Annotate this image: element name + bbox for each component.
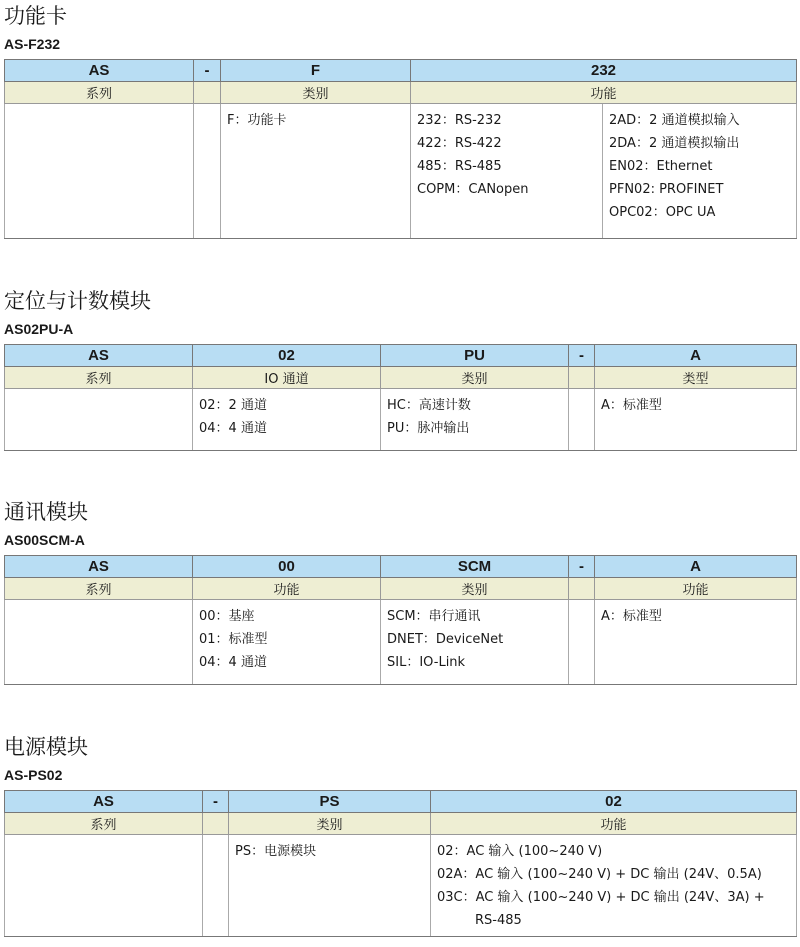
code-row bbox=[5, 791, 797, 813]
option-item: 2AD：2 通道模拟输入 bbox=[609, 113, 740, 128]
code-cell: AS bbox=[5, 791, 203, 813]
model-number: AS-F232 bbox=[4, 36, 61, 52]
section-title: 功能卡 bbox=[4, 4, 67, 28]
desc-cell: 类别 bbox=[381, 578, 569, 600]
code-row bbox=[5, 556, 797, 578]
option-item: HC：高速计数 bbox=[387, 398, 471, 413]
code-cell: PS bbox=[229, 791, 431, 813]
code-cell: 00 bbox=[193, 556, 381, 578]
option-row bbox=[5, 835, 797, 937]
model-code-table bbox=[4, 59, 797, 239]
desc-cell: 功能 bbox=[411, 82, 797, 104]
desc-cell: 功能 bbox=[193, 578, 381, 600]
option-cell bbox=[569, 389, 595, 451]
option-item: A：标准型 bbox=[601, 398, 662, 413]
desc-cell bbox=[194, 82, 221, 104]
option-cell bbox=[595, 389, 797, 451]
desc-cell: 类别 bbox=[229, 813, 431, 835]
option-row bbox=[5, 600, 797, 685]
option-item: 02A：AC 输入 (100~240 V) + DC 输出 (24V、0.5A) bbox=[437, 867, 762, 882]
desc-cell: 系列 bbox=[5, 367, 193, 389]
model-code-table bbox=[4, 555, 797, 685]
option-item: 02：AC 输入 (100~240 V) bbox=[437, 844, 603, 859]
option-item: PS：电源模块 bbox=[235, 844, 317, 859]
option-cell bbox=[381, 389, 569, 451]
option-item: 01：标准型 bbox=[199, 632, 268, 647]
option-cell bbox=[431, 835, 797, 937]
code-cell: - bbox=[194, 60, 221, 82]
option-item: DNET：DeviceNet bbox=[387, 632, 504, 647]
desc-cell: 系列 bbox=[5, 813, 203, 835]
section-positioning-counting bbox=[4, 289, 796, 451]
option-item: SIL：IO-Link bbox=[387, 655, 466, 670]
code-cell: F bbox=[221, 60, 411, 82]
desc-cell: 类型 bbox=[595, 367, 797, 389]
option-row bbox=[5, 104, 797, 239]
option-item: 04：4 通道 bbox=[199, 421, 267, 436]
option-item: 2DA：2 通道模拟输出 bbox=[609, 136, 740, 151]
desc-cell bbox=[203, 813, 229, 835]
code-row bbox=[5, 60, 797, 82]
section-function-card bbox=[4, 4, 796, 239]
option-cell bbox=[193, 600, 381, 685]
option-cell bbox=[5, 835, 203, 937]
option-item: 00：基座 bbox=[199, 609, 255, 624]
option-item: F：功能卡 bbox=[227, 113, 287, 128]
code-cell: - bbox=[569, 556, 595, 578]
option-cell bbox=[229, 835, 431, 937]
code-cell: A bbox=[595, 556, 797, 578]
option-cell bbox=[5, 104, 194, 239]
section-communication bbox=[4, 500, 796, 685]
code-cell: A bbox=[595, 345, 797, 367]
option-cell bbox=[411, 104, 603, 239]
section-title: 电源模块 bbox=[4, 735, 88, 759]
option-item: 04：4 通道 bbox=[199, 655, 267, 670]
desc-cell: 系列 bbox=[5, 82, 194, 104]
code-cell: 232 bbox=[411, 60, 797, 82]
code-cell: - bbox=[569, 345, 595, 367]
option-cell bbox=[203, 835, 229, 937]
code-cell: 02 bbox=[193, 345, 381, 367]
model-code-table bbox=[4, 344, 797, 451]
section-power-module bbox=[4, 735, 796, 937]
option-item: PFN02: PROFINET bbox=[609, 182, 724, 197]
code-cell: AS bbox=[5, 345, 193, 367]
option-item: 02：2 通道 bbox=[199, 398, 267, 413]
code-cell: 02 bbox=[431, 791, 797, 813]
option-item: A：标准型 bbox=[601, 609, 662, 624]
option-item: 422：RS-422 bbox=[417, 136, 502, 151]
desc-row bbox=[5, 82, 797, 104]
desc-cell: 功能 bbox=[431, 813, 797, 835]
desc-cell: 类别 bbox=[221, 82, 411, 104]
desc-row bbox=[5, 367, 797, 389]
code-cell: AS bbox=[5, 556, 193, 578]
desc-row bbox=[5, 813, 797, 835]
desc-cell bbox=[569, 578, 595, 600]
model-number: AS-PS02 bbox=[4, 767, 63, 783]
option-cell bbox=[595, 600, 797, 685]
section-title: 通讯模块 bbox=[4, 500, 88, 524]
desc-row bbox=[5, 578, 797, 600]
option-item: OPC02：OPC UA bbox=[609, 205, 716, 220]
option-cell bbox=[5, 389, 193, 451]
option-item: RS-485 bbox=[475, 913, 522, 928]
code-cell: SCM bbox=[381, 556, 569, 578]
option-cell bbox=[603, 104, 797, 239]
option-cell bbox=[5, 600, 193, 685]
model-number: AS02PU-A bbox=[4, 321, 74, 337]
code-row bbox=[5, 345, 797, 367]
option-cell bbox=[381, 600, 569, 685]
option-cell bbox=[569, 600, 595, 685]
option-item: COPM：CANopen bbox=[417, 182, 529, 197]
code-cell: AS bbox=[5, 60, 194, 82]
desc-cell: IO 通道 bbox=[193, 367, 381, 389]
section-title: 定位与计数模块 bbox=[4, 289, 151, 313]
option-item: SCM：串行通讯 bbox=[387, 609, 481, 624]
desc-cell bbox=[569, 367, 595, 389]
option-cell bbox=[194, 104, 221, 239]
desc-cell: 功能 bbox=[595, 578, 797, 600]
model-number: AS00SCM-A bbox=[4, 532, 85, 548]
option-row bbox=[5, 389, 797, 451]
desc-cell: 系列 bbox=[5, 578, 193, 600]
option-item: EN02：Ethernet bbox=[609, 159, 713, 174]
option-item: 232：RS-232 bbox=[417, 113, 502, 128]
model-code-table bbox=[4, 790, 797, 937]
code-cell: - bbox=[203, 791, 229, 813]
option-cell bbox=[221, 104, 411, 239]
option-item: 03C：AC 输入 (100~240 V) + DC 输出 (24V、3A) + bbox=[437, 890, 765, 905]
option-cell bbox=[193, 389, 381, 451]
option-item: 485：RS-485 bbox=[417, 159, 502, 174]
option-item: PU：脉冲输出 bbox=[387, 421, 470, 436]
code-cell: PU bbox=[381, 345, 569, 367]
desc-cell: 类别 bbox=[381, 367, 569, 389]
